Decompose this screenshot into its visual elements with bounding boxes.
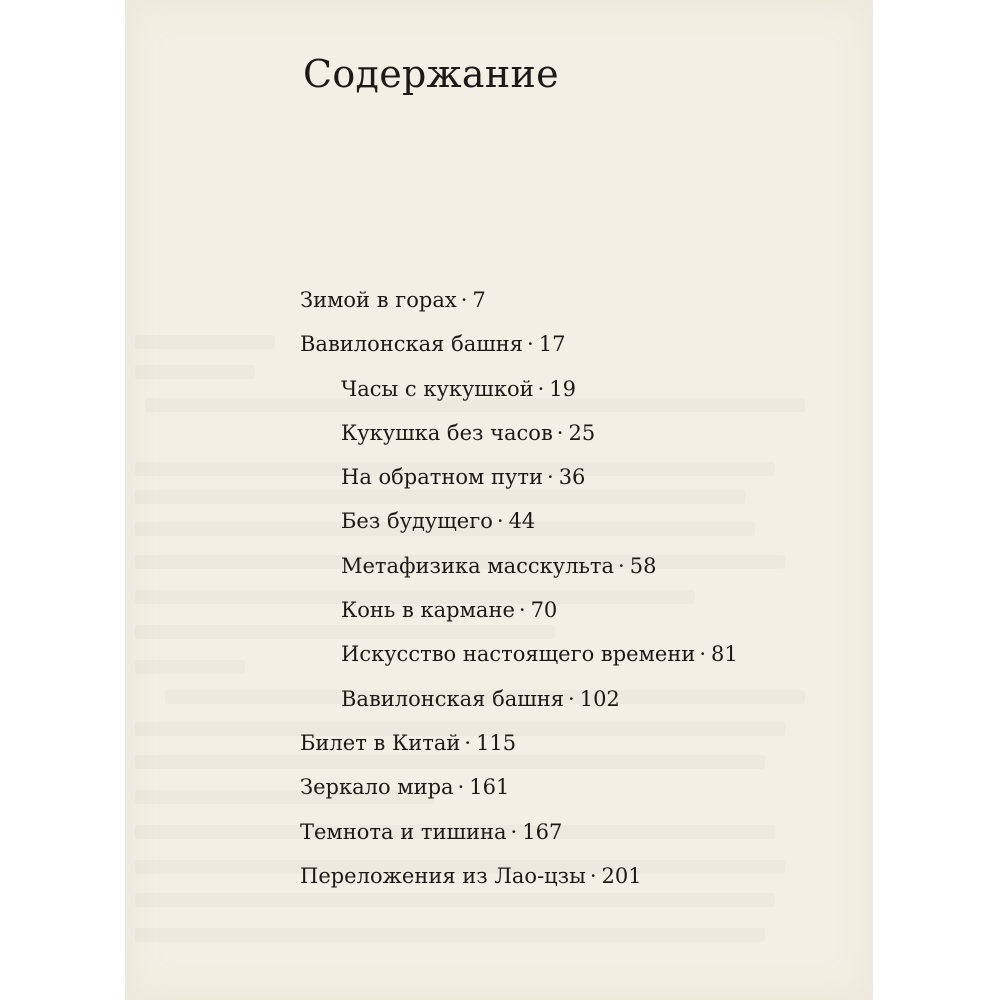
toc-separator: · [496, 509, 504, 534]
toc-subentry[interactable] [300, 499, 738, 543]
toc-entry-page: 161 [469, 775, 510, 800]
toc-entry-title: Зеркало мира [300, 775, 454, 800]
toc-subentry[interactable] [300, 632, 738, 676]
toc-subentry[interactable] [300, 677, 738, 721]
toc-separator: · [589, 863, 597, 888]
toc-entry-title: Вавилонская башня [341, 686, 565, 711]
toc-separator: · [699, 642, 707, 667]
toc-subentry[interactable] [300, 455, 738, 499]
toc-entry-title: На обратном пути [341, 465, 543, 490]
toc-entry-title: Часы с кукушкой [341, 376, 534, 401]
toc-separator: · [547, 465, 554, 490]
toc-entry-page: 17 [538, 332, 566, 357]
toc-separator: · [457, 775, 465, 800]
toc-entry-page: 167 [522, 819, 563, 844]
table-of-contents [300, 278, 738, 898]
toc-separator: · [460, 288, 468, 312]
toc-separator: · [510, 819, 518, 844]
toc-entry[interactable] [300, 278, 738, 322]
toc-entry-page: 201 [601, 863, 642, 888]
toc-entry-page: 81 [711, 642, 738, 667]
toc-separator: · [568, 686, 575, 711]
toc-entry-title: Зимой в горах [300, 288, 457, 312]
toc-entry-page: 25 [568, 420, 596, 445]
toc-entry-page: 7 [472, 288, 486, 312]
toc-entry-title: Темнота и тишина [300, 819, 507, 844]
toc-entry-page: 19 [549, 376, 577, 401]
toc-separator: · [618, 553, 625, 578]
page-title: Содержание [303, 52, 559, 96]
toc-entry[interactable] [300, 765, 738, 809]
toc-subentry[interactable] [300, 367, 738, 411]
toc-entry-page: 102 [579, 686, 620, 711]
toc-subentry[interactable] [300, 588, 738, 632]
toc-entry-page: 58 [629, 553, 657, 578]
toc-entry-page: 36 [558, 465, 586, 490]
toc-entry[interactable] [300, 322, 738, 366]
toc-entry-title: Билет в Китай [300, 730, 461, 755]
toc-entry-page: 44 [508, 509, 536, 534]
toc-separator: · [527, 332, 534, 357]
toc-entry[interactable] [300, 810, 738, 854]
toc-entry[interactable] [300, 854, 738, 898]
toc-entry-title: Кукушка без часов [341, 420, 553, 445]
toc-separator: · [518, 598, 526, 623]
toc-entry-title: Метафизика масскульта [341, 553, 615, 578]
toc-entry-title: Искусство настоящего времени [341, 642, 696, 667]
toc-entry-title: Без будущего [341, 509, 493, 534]
toc-entry[interactable] [300, 721, 738, 765]
toc-separator: · [537, 376, 545, 401]
toc-entry-title: Переложения из Лао-цзы [300, 863, 586, 888]
toc-separator: · [464, 730, 472, 755]
toc-subentry[interactable] [300, 411, 738, 455]
toc-entry-page: 115 [476, 730, 517, 755]
toc-entry-title: Вавилонская башня [300, 332, 524, 357]
toc-entry-page: 70 [530, 598, 558, 623]
book-page [125, 0, 873, 1000]
toc-separator: · [556, 420, 564, 445]
toc-subentry[interactable] [300, 544, 738, 588]
toc-entry-title: Конь в кармане [341, 598, 515, 623]
